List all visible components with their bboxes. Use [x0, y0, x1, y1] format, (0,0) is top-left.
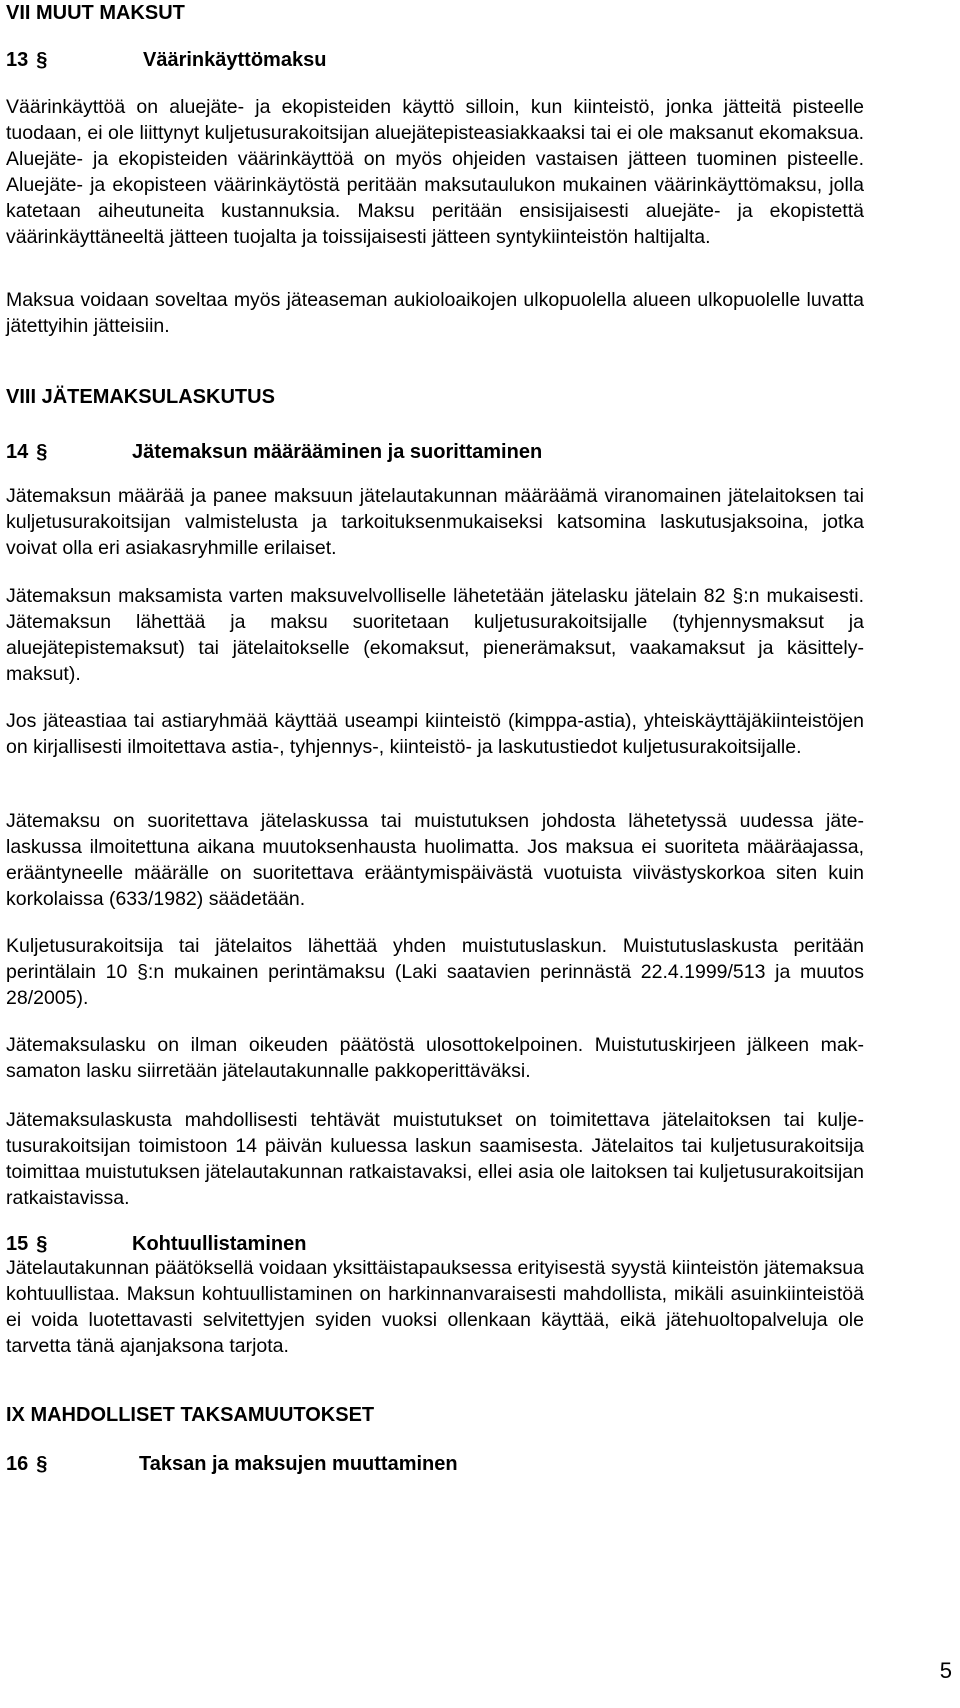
section-number: 14 — [6, 441, 29, 463]
section-title: Kohtuullistaminen — [132, 1233, 307, 1255]
section-number: 15 — [6, 1233, 29, 1255]
page-number: 5 — [939, 1658, 952, 1683]
chapter-heading-ix: IX MAHDOLLISET TAKSAMUUTOKSET — [6, 1404, 375, 1426]
section-heading-14 — [6, 440, 543, 464]
paragraph: Jos jäteastiaa tai astiaryhmää käyttää useampi kiinteistö (kimppa-astia), yhteiskäyttäjäkiinteistöjen on kirjallisesti ilmoitettava astia-, tyhjennys-, kiinteistö- ja laskutustiedot kuljetusurakoitsijalle. — [6, 710, 864, 758]
section-symbol: § — [36, 1233, 48, 1255]
paragraph: Jätemaksun maksamista varten maksuvelvolliselle lähetetään jätelasku jätelain 82 §:n mukaisesti. Jätemaksun lähettää ja maksu suoritetaan kuljetusurakoitsijalle (tyhjennysmaksut ja aluejätepistemaksut) tai jätelaitokselle (ekomaksut, pienerämaksut, vaakamaksut ja käsittelymaksut). — [6, 585, 864, 685]
chapter-heading-viii: VIII JÄTEMAKSULASKUTUS — [6, 386, 275, 408]
section-symbol: § — [36, 49, 48, 71]
section-symbol: § — [36, 1453, 48, 1475]
section-heading-16 — [6, 1452, 458, 1476]
section-title: Jätemaksun määrääminen ja suorittaminen — [132, 441, 543, 463]
section-symbol: § — [36, 441, 48, 463]
paragraph: Väärinkäyttöä on aluejäte- ja ekopisteiden käyttö silloin, kun kiinteistö, jonka jätteitä pisteelle tuodaan, ei ole liittynyt kuljetusurakoitsijan aluejätepisteasiakkaaksi tai ei ole maksanut ekomaksua. Aluejäte- ja ekopisteiden väärinkäyttöä on myös ohjeiden vastaisen jätteen tuominen pisteelle. Aluejäte- ja ekopisteen väärinkäytöstä peritään maksutaulukon mukainen väärinkäyttömaksu, jolla katetaan aiheutuneita kustannuksia. Maksu peritään ensisijaisesti aluejäte- ja ekopistettä väärinkäyttäneeltä jätteen tuojalta ja toissijaisesti jätteen syntykiinteistön haltijalta. — [6, 96, 864, 248]
section-number: 13 — [6, 49, 29, 71]
section-title: Väärinkäyttömaksu — [143, 49, 327, 71]
paragraph: Jätemaksun määrää ja panee maksuun jätelautakunnan määräämä viranomainen jätelaitoksen tai kuljetusurakoitsijan valmistelusta ja tarkoituksenmukaiseksi katsomina laskutusjaksoina, jotka voivat olla eri asiakasryhmille erilaiset. — [6, 485, 864, 559]
paragraph: Jätelautakunnan päätöksellä voidaan yksittäistapauksessa erityisestä syystä kiinteistön jätemaksua kohtuullistaa. Maksun kohtuullistaminen on harkinnanvaraisesti mahdollista, mikäli asuinkiinteistöä ei voida luotettavasti selvitettyjen syiden vuoksi ollenkaan käyttää, eikä jätehuoltopalveluja ole tarvetta tänä ajanjaksona tarjota. — [6, 1257, 864, 1357]
paragraph: Jätemaksu on suoritettava jätelaskussa tai muistutuksen johdosta lähetetyssä uudessa jätelaskussa ilmoitettuna aikana muutoksenhausta huolimatta. Jos maksua ei suoriteta määräajassa, erääntyneelle määrälle on suoritettava erääntymispäivästä vuotuista viivästyskorkoa siten kuin korkolaissa (633/1982) säädetään. — [6, 810, 864, 910]
section-heading-13 — [6, 48, 327, 72]
section-number: 16 — [6, 1453, 29, 1475]
paragraph: Jätemaksulasku on ilman oikeuden päätöstä ulosottokelpoinen. Muistutuskirjeen jälkeen maksamaton lasku siirretään jätelautakunnalle pakkoperittäväksi. — [6, 1034, 864, 1082]
paragraph: Maksua voidaan soveltaa myös jäteaseman aukioloaikojen ulkopuolella alueen ulkopuolelle luvatta jätettyihin jätteisiin. — [6, 289, 864, 337]
section-heading-15 — [6, 1232, 307, 1256]
section-title: Taksan ja maksujen muuttaminen — [139, 1453, 458, 1475]
paragraph: Kuljetusurakoitsija tai jätelaitos lähettää yhden muistutuslaskun. Muistutuslaskusta peritään perintälain 10 §:n mukainen perintämaksu (Laki saatavien perinnästä 22.4.1999/513 ja muutos 28/2005). — [6, 935, 864, 1009]
paragraph: Jätemaksulaskusta mahdollisesti tehtävät muistutukset on toimitettava jätelaitoksen tai kuljetusurakoitsijan toimistoon 14 päivän kuluessa laskun saamisesta. Jätelaitos tai kuljetusurakoitsija toimittaa muistutuksen jätelautakunnan ratkaistavaksi, ellei asia ole laitoksen tai kuljetusurakoitsijan ratkaistavissa. — [6, 1109, 864, 1209]
chapter-heading-vii: VII MUUT MAKSUT — [6, 2, 185, 24]
